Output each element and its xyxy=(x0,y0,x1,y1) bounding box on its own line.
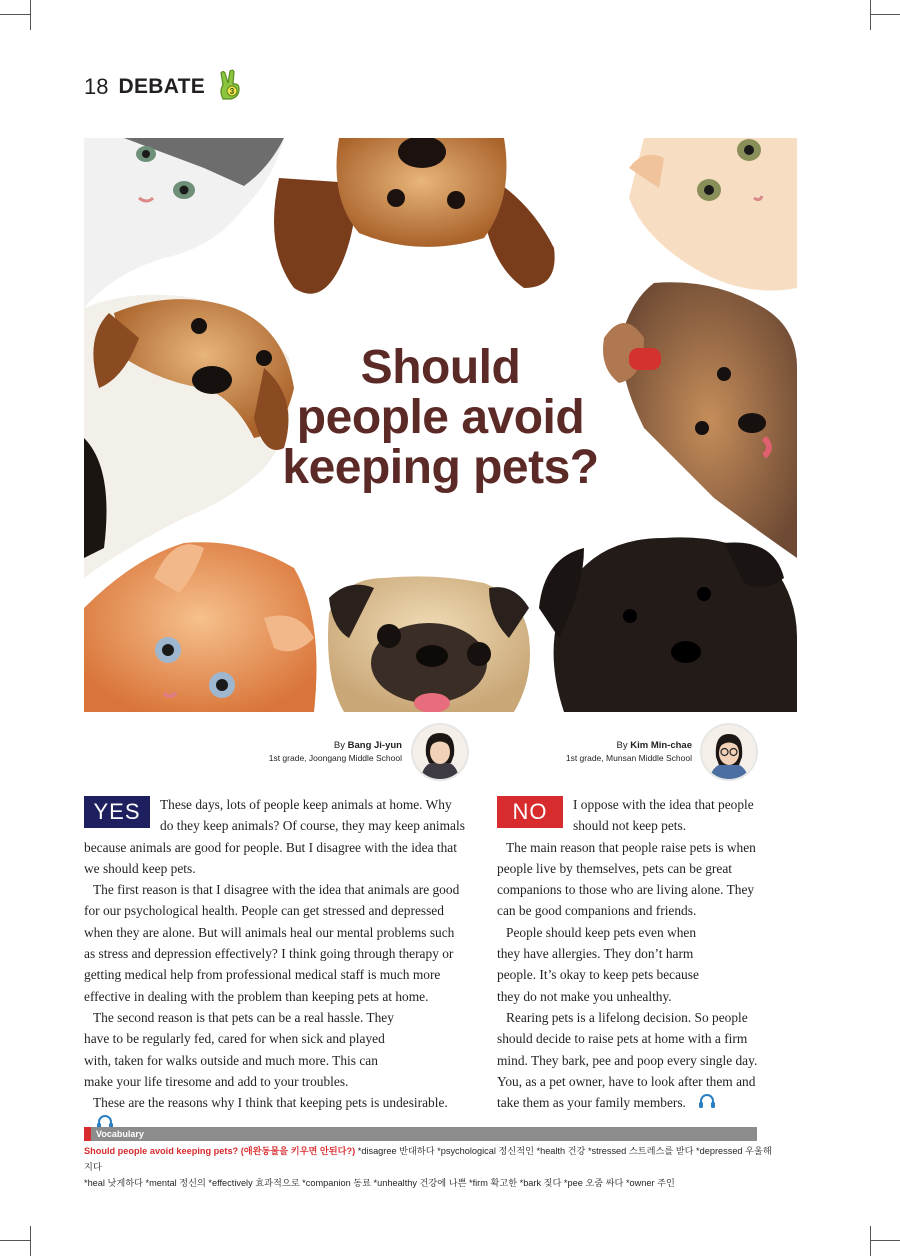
yes-column xyxy=(84,794,466,1137)
no-author-school: 1st grade, Munsan Middle School xyxy=(565,753,692,763)
no-author-name: Kim Min-chae xyxy=(630,740,692,751)
vocabulary-question: Should people avoid keeping pets? (애완동물을 키우면 안된다?) xyxy=(84,1146,356,1156)
no-paragraph-3-text: People should keep pets even when they have allergies. They don’t harm people. It’s okay to keep pets because they do not make you unhealthy. xyxy=(497,924,699,1004)
no-tag: NO xyxy=(497,796,563,828)
no-column xyxy=(497,794,759,1115)
no-author-avatar xyxy=(700,723,758,781)
kitten-orange-bottom-photo xyxy=(84,542,317,712)
black-puppy-photo xyxy=(539,537,797,712)
pug-photo xyxy=(328,576,530,712)
yes-paragraph-2 xyxy=(84,879,466,1007)
crop-mark xyxy=(30,1226,31,1256)
crop-mark xyxy=(870,1226,871,1256)
headline-line-1: Should xyxy=(360,341,521,394)
by-label: By xyxy=(333,740,345,751)
kitten-grey-photo xyxy=(84,138,284,308)
kitten-orange-top-photo xyxy=(629,138,797,291)
crop-mark xyxy=(0,1240,30,1241)
no-author-line xyxy=(520,740,692,751)
yes-paragraph-4-text: These are the reasons why I think that keeping pets is undesirable. xyxy=(93,1095,448,1111)
no-byline xyxy=(520,740,692,763)
yes-paragraph-1 xyxy=(84,794,466,879)
yes-author-line xyxy=(230,740,402,751)
yes-author-school: 1st grade, Joongang Middle School xyxy=(268,753,402,763)
no-paragraph-1-text: I oppose with the idea that people should not keep pets. xyxy=(573,797,754,834)
headphones-icon xyxy=(689,1093,716,1115)
vocabulary-bar xyxy=(84,1127,757,1141)
no-paragraph-1 xyxy=(497,794,759,837)
dog-ears-photo xyxy=(274,138,555,294)
yes-byline xyxy=(230,740,402,763)
by-label: By xyxy=(616,740,628,751)
yes-paragraph-1-text: These days, lots of people keep animals at home. Why do they keep animals? Of course, they may keep animals because animals are good for people. But I disagree with the idea that we should keep pets. xyxy=(84,797,465,876)
headline-line-2: people avoid xyxy=(296,391,585,444)
crop-mark xyxy=(30,0,31,30)
yes-author-name: Bang Ji-yun xyxy=(347,740,402,751)
svg-text:3: 3 xyxy=(229,86,235,96)
headline xyxy=(84,343,797,493)
victory-hand-icon xyxy=(215,69,245,106)
headline-line-3: keeping pets? xyxy=(282,441,599,494)
yes-tag: YES xyxy=(84,796,150,828)
no-paragraph-2 xyxy=(497,837,759,922)
page-header xyxy=(84,70,245,104)
section-title: DEBATE xyxy=(118,75,206,98)
yes-author-avatar xyxy=(411,723,469,781)
vocabulary-line-1 xyxy=(84,1143,774,1175)
vocabulary-terms-2: *heal 낫게하다 *mental 정신의 *effectively 효과적으로 *companion 동료 *unhealthy 건강에 나쁜 *firm 확고한 *bark 짖다 *pee 오줌 싸다 *owner 주인 xyxy=(84,1178,675,1188)
yes-paragraph-2-text: The first reason is that I disagree with the idea that animals are good for our psychological health. People can get stressed and depressed when they are alone. But will animals heal our mental problems such as stress and depression effectively? I think going through therapy or getting medical help from professional medical staff is much more effective in dealing with the problem than keeping pets at home. xyxy=(84,882,460,1004)
vocabulary-terms-1: *disagree 반대하다 *psychological 정신적인 *health 건강 *stressed 스트레스를 받다 *depressed 우울해지다 xyxy=(84,1146,772,1172)
vocabulary-title: Vocabulary xyxy=(96,1129,144,1139)
crop-mark xyxy=(870,0,871,30)
hero-image xyxy=(84,138,797,712)
no-paragraph-3 xyxy=(497,922,759,1007)
crop-mark xyxy=(870,14,900,15)
yes-paragraph-3-text: The second reason is that pets can be a real hassle. They have to be regularly fed, cared for when sick and played with, taken for walks outside and much more. This can make your life tiresome and add to your troubles. xyxy=(84,1009,394,1089)
crop-mark xyxy=(870,1240,900,1241)
no-paragraph-2-text: The main reason that people raise pets is when people live by themselves, pets can be great companions to those who are living alone. They can be good companions and friends. xyxy=(497,839,756,919)
page-number: 18 xyxy=(84,74,109,99)
no-paragraph-4-text: Rearing pets is a lifelong decision. So people should decide to raise pets at home with a firm mind. They bark, pee and poop every single day. You, as a pet owner, have to look after them and take them as your family members. xyxy=(497,1009,758,1111)
crop-mark xyxy=(0,14,30,15)
vocabulary-text xyxy=(84,1143,774,1191)
yes-paragraph-3 xyxy=(84,1007,466,1092)
no-paragraph-4 xyxy=(497,1007,759,1115)
vocabulary-marker xyxy=(84,1127,91,1141)
